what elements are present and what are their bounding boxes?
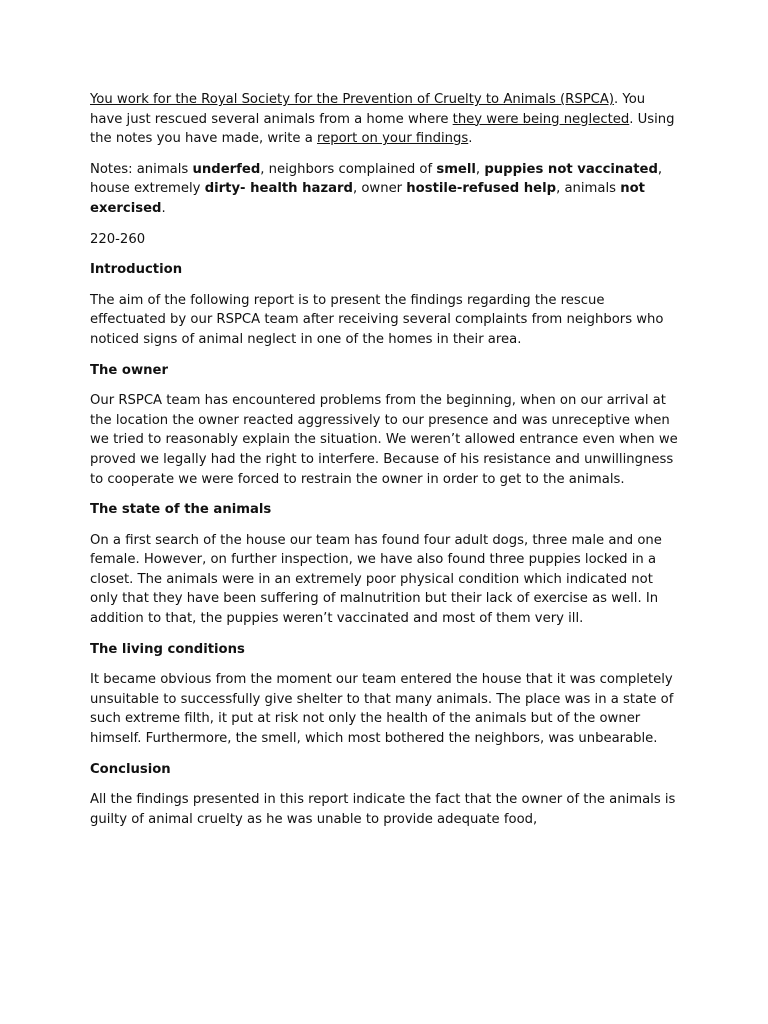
notes-bold: hostile-refused help — [406, 181, 557, 197]
section-heading: The living conditions — [90, 641, 245, 657]
section-body: The aim of the following report is to present the findings regarding the rescue effectuated by our RSPCA team after receiving several complaints from neighbors who noticed signs of animal neglect in one of the homes in their area. — [90, 292, 664, 347]
section-heading: Conclusion — [90, 761, 171, 777]
task-underlined-2: they were being neglected — [452, 111, 630, 127]
section-body: It became obvious from the moment our team entered the house that it was completely unsuitable to successfully give shelter to that many animals. The place was in a state of such extreme filth, it put at risk not only the health of the animals but of the owner himself. Furthermore, the smell, which most bothered the neighbors, was unbearable. — [90, 672, 674, 747]
notes-text: , neighbors complained of — [260, 161, 437, 177]
section-body: On a first search of the house our team has found four adult dogs, three male and one female. However, on further inspection, we have also found three puppies locked in a closet. The animals were in an extremely poor physical condition which indicated not only that they have been suffering of malnutrition but their lack of exercise as well. In addition to that, the puppies weren’t vaccinated and most of them very ill. — [90, 532, 662, 627]
notes-bold: dirty- health hazard — [204, 181, 353, 197]
task-paragraph — [90, 90, 680, 149]
notes-text: , house extremely — [90, 161, 663, 197]
notes-bold: underfed — [192, 161, 261, 177]
section-heading: The owner — [90, 362, 168, 378]
task-underlined-1: You work for the Royal Society for the Prevention of Cruelty to Animals (RSPCA) — [90, 92, 615, 107]
task-underlined-3: report on your findings — [317, 131, 469, 147]
word-count: 220-260 — [90, 231, 146, 247]
section-body: Our RSPCA team has encountered problems from the beginning, when on our arrival at the location the owner reacted aggressively to our presence and was unreceptive when we tried to reasonably explain the situation. We weren’t allowed entrance even when we proved we legally had the right to interfere. Because of his resistance and unwillingness to cooperate we were forced to restrain the owner in order to get to the animals. — [90, 393, 678, 487]
notes-bold: smell — [436, 161, 476, 177]
notes-bold: puppies not vaccinated — [484, 161, 658, 177]
notes-text: , — [475, 161, 485, 177]
section-body: All the findings presented in this report indicate the fact that the owner of the animals is guilty of animal cruelty as he was unable to provide adequate food, — [90, 792, 676, 827]
notes-paragraph — [90, 160, 680, 219]
notes-text: Notes: animals — [90, 161, 193, 177]
notes-text: . — [161, 200, 166, 216]
notes-text: , owner — [352, 181, 407, 197]
section-heading: Introduction — [90, 262, 183, 278]
task-text-2: . Using the notes you have made, write a — [90, 111, 675, 147]
section-heading: The state of the animals — [90, 502, 272, 518]
notes-bold: not exercised — [90, 181, 645, 216]
task-text-1: . You have just rescued several animals from a home where — [90, 92, 646, 127]
document-page — [90, 90, 680, 840]
task-text-3: . — [468, 131, 473, 147]
notes-text: , animals — [556, 181, 621, 197]
